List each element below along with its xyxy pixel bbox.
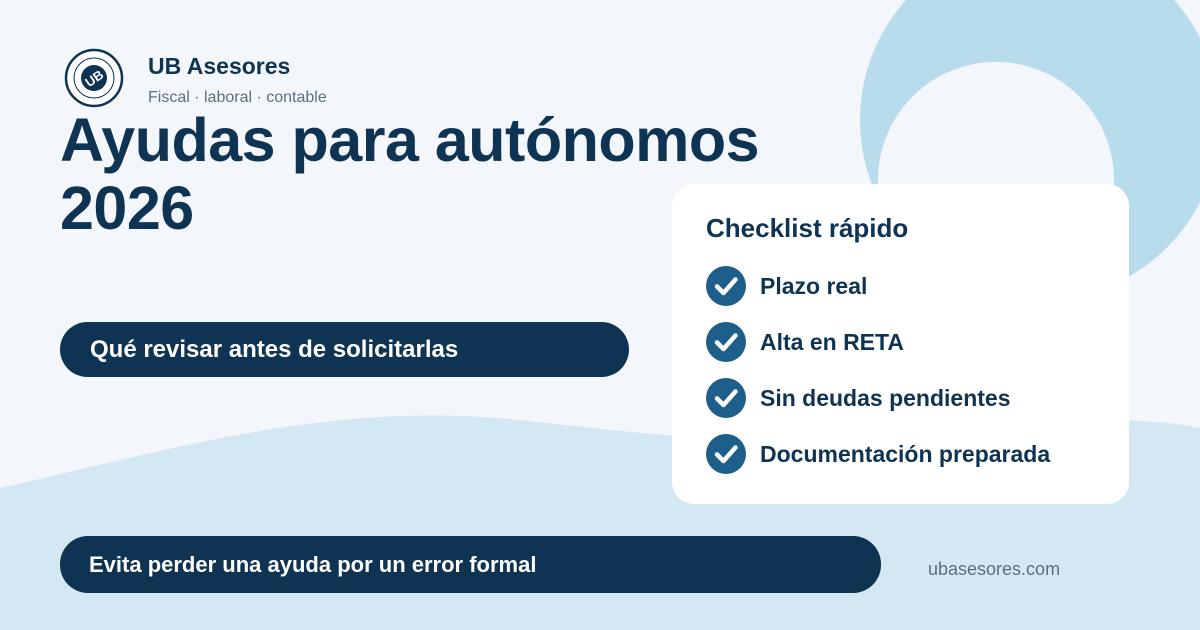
checklist-item	[706, 434, 1129, 474]
checklist-item	[706, 322, 1129, 362]
checklist-item-label: Plazo real	[760, 272, 868, 299]
subtitle-pill: Qué revisar antes de solicitarlas	[60, 322, 629, 377]
brand-tagline: Fiscal · laboral · contable	[148, 89, 327, 106]
logo-icon	[64, 48, 124, 108]
checklist-item-label: Documentación preparada	[760, 440, 1051, 467]
check-circle-icon	[706, 322, 746, 362]
page-title: Ayudas para autónomos 2026	[60, 106, 760, 242]
brand-block	[64, 48, 327, 108]
checklist-item	[706, 378, 1129, 418]
website-link[interactable]: ubasesores.com	[928, 559, 1061, 579]
brand-name: UB Asesores	[148, 53, 291, 79]
checklist-card	[672, 184, 1129, 504]
check-circle-icon	[706, 266, 746, 306]
checklist-item-label: Sin deudas pendientes	[760, 384, 1011, 411]
checklist-item	[706, 266, 1129, 306]
svg-text:UB: UB	[82, 66, 107, 90]
check-circle-icon	[706, 378, 746, 418]
checklist-title: Checklist rápido	[706, 213, 909, 243]
checklist	[706, 266, 1129, 474]
footer-banner: Evita perder una ayuda por un error formal	[60, 536, 881, 593]
checklist-item-label: Alta en RETA	[760, 328, 904, 355]
check-circle-icon	[706, 434, 746, 474]
